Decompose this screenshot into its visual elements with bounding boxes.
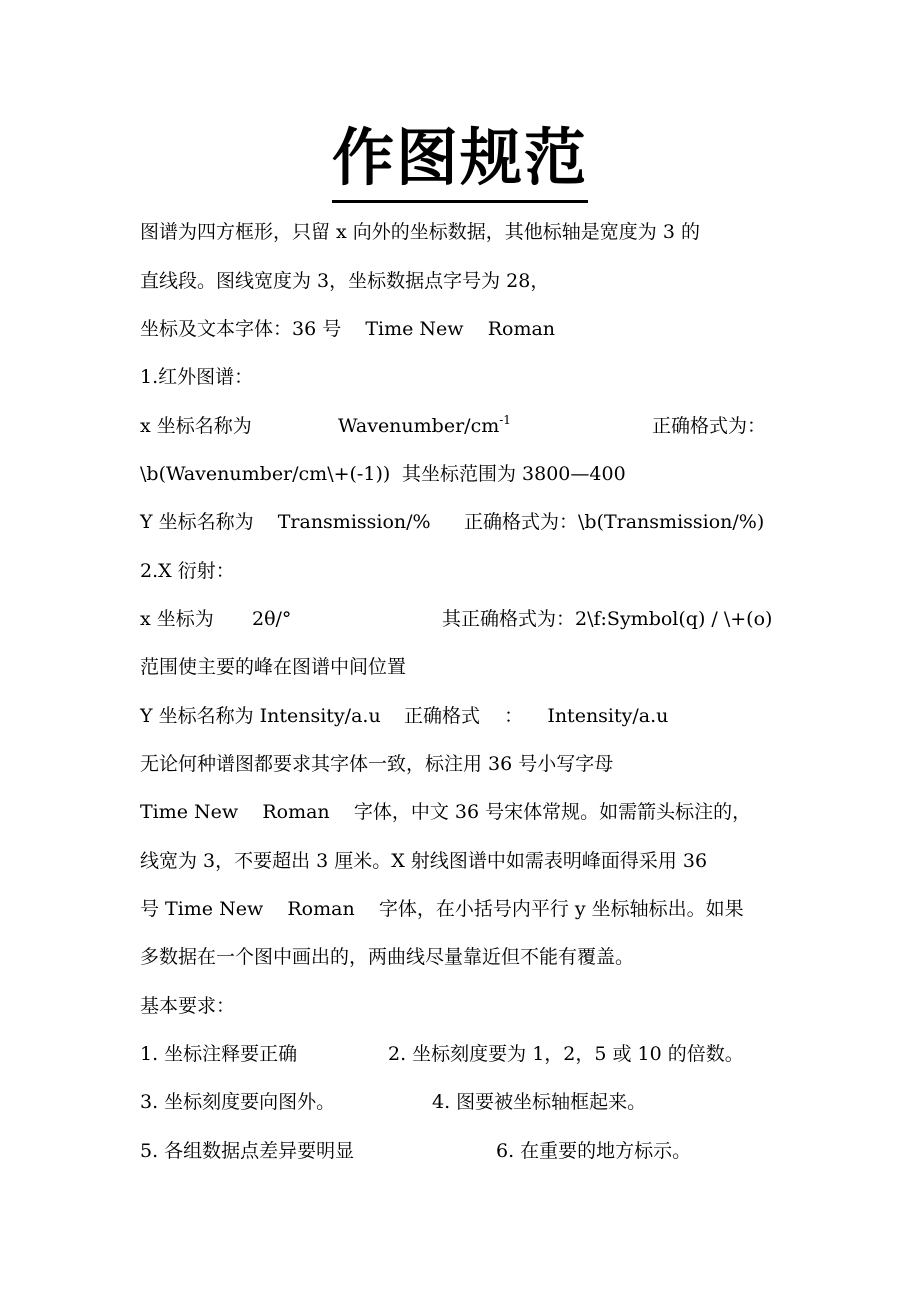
- text-run: 号 Time New Roman 字体，在小括号内平行 y 坐标轴标出。如果: [140, 898, 744, 920]
- text-run: Wavenumber/cm: [338, 415, 500, 437]
- paragraph-line: [140, 799, 790, 825]
- paragraph-line: [140, 944, 790, 970]
- requirement-item: 1. 坐标注释要正确: [140, 1043, 298, 1065]
- text-run: x 坐标为: [140, 608, 214, 630]
- text-run: Y 坐标名称为 Transmission/%: [140, 511, 431, 533]
- requirement-item: 4. 图要被坐标轴框起来。: [432, 1091, 647, 1113]
- text-run: 2.X 衍射：: [140, 560, 235, 582]
- paragraph-line: [140, 896, 790, 922]
- paragraph-line: [140, 219, 790, 245]
- text-run: Y 坐标名称为 Intensity/a.u: [140, 705, 381, 727]
- title-wrap: [0, 118, 920, 203]
- superscript: -1: [499, 413, 511, 427]
- text-run: 线宽为 3，不要超出 3 厘米。X 射线图谱中如需表明峰面得采用 36: [140, 850, 708, 872]
- requirement-item: 3. 坐标刻度要向图外。: [140, 1091, 336, 1113]
- text-run: 图谱为四方框形，只留 x 向外的坐标数据，其他标轴是宽度为 3 的: [140, 221, 700, 243]
- requirement-item: 5. 各组数据点差异要明显: [140, 1140, 355, 1162]
- text-run: 多数据在一个图中画出的，两曲线尽量靠近但不能有覆盖。: [140, 946, 635, 968]
- axis-label-wavenumber: [338, 413, 511, 439]
- text-run: 基本要求：: [140, 995, 236, 1017]
- text-run: 无论何种谱图都要求其字体一致，标注用 36 号小写字母: [140, 753, 614, 775]
- text-run: 坐标及文本字体：36 号 Time New Roman: [140, 318, 556, 340]
- text-run: 1.红外图谱：: [140, 366, 254, 388]
- section-heading-ir: [140, 364, 790, 390]
- text-run: 直线段。图线宽度为 3，坐标数据点字号为 28，: [140, 270, 550, 292]
- text-run: 其坐标范围为 3800—400: [402, 463, 626, 485]
- text-run: \b(Wavenumber/cm\+(-1)): [140, 463, 391, 485]
- paragraph-line: [140, 268, 790, 294]
- text-run: Time New Roman 字体，中文 36 号宋体常规。如需箭头标注的，: [140, 801, 752, 823]
- paragraph-line: [140, 848, 790, 874]
- text-run: 正确格式为：\b(Transmission/%): [464, 511, 765, 533]
- paragraph-line: [140, 751, 790, 777]
- section-heading-xrd: [140, 558, 790, 584]
- font-spec-line: [140, 316, 790, 342]
- text-run: 正确格式 ： Intensity/a.u: [404, 705, 669, 727]
- text-run: 范围使主要的峰在图谱中间位置: [140, 656, 407, 678]
- page-title: 作图规范: [332, 118, 588, 203]
- text-run: 正确格式为：: [652, 415, 767, 437]
- requirement-item: 2. 坐标刻度要为 1，2，5 或 10 的倍数。: [388, 1043, 744, 1065]
- section-heading-basic: [140, 993, 790, 1019]
- requirement-item: 6. 在重要的地方标示。: [496, 1140, 692, 1162]
- paragraph-line: [140, 654, 790, 680]
- text-run: 其正确格式为：2\f:Symbol(q) / \+(o): [442, 608, 773, 630]
- text-run: x 坐标名称为: [140, 415, 252, 437]
- text-run: 2θ/°: [252, 608, 292, 630]
